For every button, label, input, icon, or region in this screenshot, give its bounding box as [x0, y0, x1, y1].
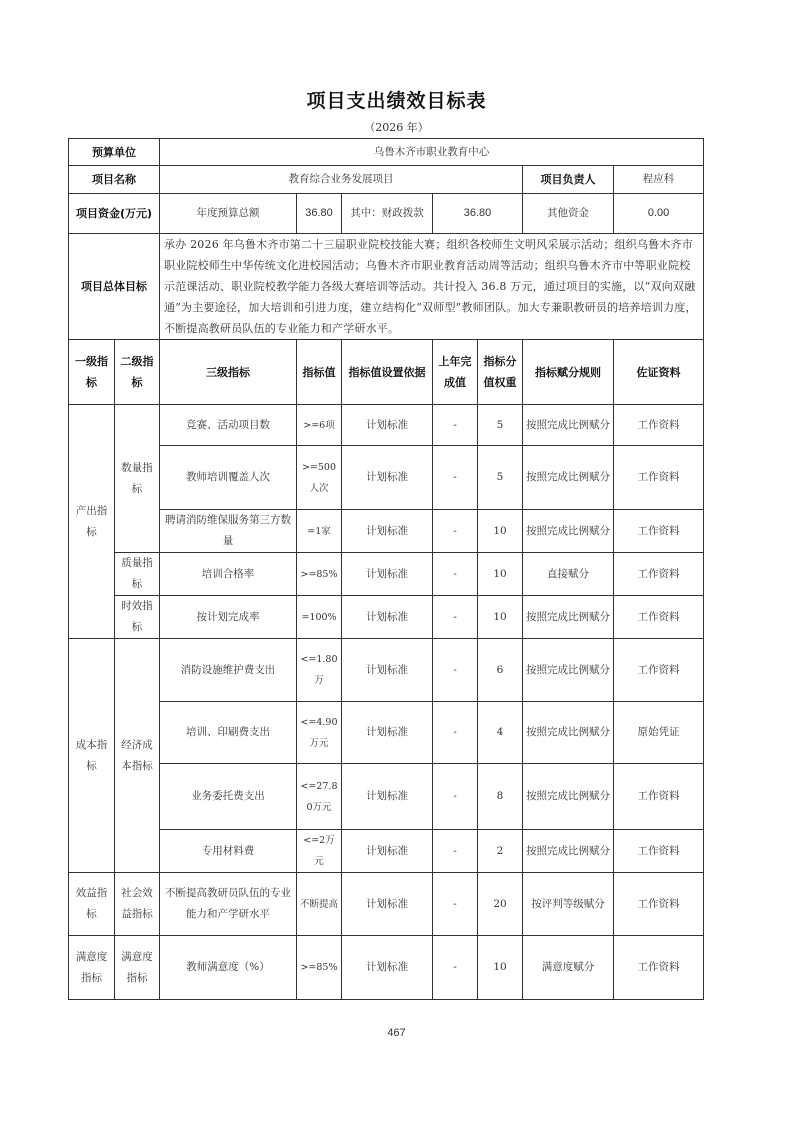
last-year-cell: -	[433, 553, 478, 596]
rule-cell: 按照完成比例赋分	[523, 764, 614, 830]
indicator-cell: 业务委托费支出	[160, 764, 297, 830]
last-year-cell: -	[433, 596, 478, 639]
weight-cell: 5	[478, 446, 523, 510]
funds-label: 项目资金(万元)	[69, 194, 160, 234]
table-row	[69, 596, 704, 639]
year-label: （2026 年）	[364, 121, 429, 134]
value-cell: >=85%	[297, 553, 342, 596]
value-cell: >=500人次	[297, 446, 342, 510]
group-quality: 质量指标	[115, 553, 160, 596]
value-cell: =1家	[297, 510, 342, 553]
indicator-cell: 竞赛、活动项目数	[160, 405, 297, 446]
last-year-cell: -	[433, 873, 478, 936]
evidence-cell: 工作资料	[614, 596, 704, 639]
rule-cell: 按评判等级赋分	[523, 873, 614, 936]
col-header-rule: 指标赋分规则	[523, 340, 614, 405]
evidence-cell: 工作资料	[614, 764, 704, 830]
evidence-cell: 原始凭证	[614, 702, 704, 764]
fiscal-value: 36.80	[433, 194, 523, 234]
evidence-cell: 工作资料	[614, 446, 704, 510]
value-cell: <=2万元	[297, 830, 342, 873]
basis-cell: 计划标准	[342, 446, 433, 510]
project-name-row	[69, 166, 704, 194]
table-row	[69, 702, 704, 764]
basis-cell: 计划标准	[342, 936, 433, 1000]
column-header-row	[69, 340, 704, 405]
weight-cell: 5	[478, 405, 523, 446]
last-year-cell: -	[433, 639, 478, 702]
budget-unit-row	[69, 139, 704, 166]
last-year-cell: -	[433, 446, 478, 510]
group-economic-cost: 经济成本指标	[115, 639, 160, 873]
group-output: 产出指标	[69, 405, 115, 639]
evidence-cell: 工作资料	[614, 639, 704, 702]
value-cell: =100%	[297, 596, 342, 639]
overall-goal-label: 项目总体目标	[69, 234, 160, 340]
group-benefit: 效益指标	[69, 873, 115, 936]
basis-cell: 计划标准	[342, 639, 433, 702]
last-year-cell: -	[433, 510, 478, 553]
group-timeliness: 时效指标	[115, 596, 160, 639]
indicator-cell: 培训合格率	[160, 553, 297, 596]
evidence-cell: 工作资料	[614, 405, 704, 446]
indicator-cell: 专用材料费	[160, 830, 297, 873]
table-row	[69, 639, 704, 702]
evidence-cell: 工作资料	[614, 873, 704, 936]
basis-cell: 计划标准	[342, 702, 433, 764]
basis-cell: 计划标准	[342, 553, 433, 596]
table-row	[69, 553, 704, 596]
col-header-level2: 二级指标	[115, 340, 160, 405]
weight-cell: 8	[478, 764, 523, 830]
annual-budget-value: 36.80	[297, 194, 342, 234]
value-cell: <=27.80万元	[297, 764, 342, 830]
rule-cell: 按照完成比例赋分	[523, 405, 614, 446]
table-row	[69, 510, 704, 553]
basis-cell: 计划标准	[342, 510, 433, 553]
indicator-cell: 培训、印刷费支出	[160, 702, 297, 764]
indicator-cell: 不断提高教研员队伍的专业能力和产学研水平	[160, 873, 297, 936]
group-social-benefit: 社会效益指标	[115, 873, 160, 936]
col-header-level1: 一级指标	[69, 340, 115, 405]
group-satisfaction: 满意度指标	[69, 936, 115, 1000]
project-owner-value: 程应科	[614, 166, 704, 194]
funds-row	[69, 194, 704, 234]
weight-cell: 10	[478, 596, 523, 639]
project-name-value: 教育综合业务发展项目	[160, 166, 523, 194]
value-cell: >=85%	[297, 936, 342, 1000]
table-row	[69, 764, 704, 830]
basis-cell: 计划标准	[342, 764, 433, 830]
rule-cell: 按照完成比例赋分	[523, 446, 614, 510]
basis-cell: 计划标准	[342, 873, 433, 936]
last-year-cell: -	[433, 830, 478, 873]
group-quantity: 数量指标	[115, 405, 160, 553]
col-header-evidence: 佐证资料	[614, 340, 704, 405]
table-row	[69, 873, 704, 936]
col-header-last-year: 上年完成值	[433, 340, 478, 405]
rule-cell: 按照完成比例赋分	[523, 596, 614, 639]
evidence-cell: 工作资料	[614, 553, 704, 596]
other-funds-label: 其他资金	[523, 194, 614, 234]
weight-cell: 4	[478, 702, 523, 764]
page-number: 467	[387, 1027, 406, 1039]
weight-cell: 20	[478, 873, 523, 936]
page-title: 项目支出绩效目标表	[306, 90, 487, 112]
table-row	[69, 446, 704, 510]
budget-unit-value: 乌鲁木齐市职业教育中心	[160, 139, 704, 166]
col-header-value: 指标值	[297, 340, 342, 405]
col-header-level3: 三级指标	[160, 340, 297, 405]
value-cell: >=6项	[297, 405, 342, 446]
indicator-cell: 教师培训覆盖人次	[160, 446, 297, 510]
last-year-cell: -	[433, 702, 478, 764]
weight-cell: 10	[478, 510, 523, 553]
value-cell: <=4.90万元	[297, 702, 342, 764]
rule-cell: 按照完成比例赋分	[523, 702, 614, 764]
fiscal-label: 其中：财政拨款	[342, 194, 433, 234]
indicator-cell: 聘请消防维保服务第三方数量	[160, 510, 297, 553]
indicator-cell: 消防设施维护费支出	[160, 639, 297, 702]
table-row	[69, 936, 704, 1000]
group-satisfaction-level2: 满意度指标	[115, 936, 160, 1000]
last-year-cell: -	[433, 405, 478, 446]
value-cell: <=1.80万	[297, 639, 342, 702]
last-year-cell: -	[433, 936, 478, 1000]
rule-cell: 直接赋分	[523, 553, 614, 596]
weight-cell: 2	[478, 830, 523, 873]
weight-cell: 10	[478, 553, 523, 596]
overall-goal-value: 承办 2026 年乌鲁木齐市第二十三届职业院校技能大赛；组织各校师生文明风采展示活动；组织乌鲁木齐市职业院校师生中华传统文化进校园活动；乌鲁木齐市职业教育活动周等活动；组织乌鲁木齐市中等职业院校示范课活动、职业院校教学能力各级大赛培训等活动。共计投入 36.8 万元，通过项目的实施，以“双向双融通”为主要途径，加大培训和引进力度，建立结构化“双师型”教师团队。加大专兼职教研员的培养培训力度，不断提高教研员队伍的专业能力和产学研水平。	[160, 234, 704, 340]
evidence-cell: 工作资料	[614, 830, 704, 873]
budget-unit-label: 预算单位	[69, 139, 160, 166]
rule-cell: 按照完成比例赋分	[523, 510, 614, 553]
annual-budget-label: 年度预算总额	[160, 194, 297, 234]
value-cell: 不断提高	[297, 873, 342, 936]
table-row	[69, 405, 704, 446]
rule-cell: 按照完成比例赋分	[523, 830, 614, 873]
weight-cell: 6	[478, 639, 523, 702]
indicator-cell: 按计划完成率	[160, 596, 297, 639]
basis-cell: 计划标准	[342, 405, 433, 446]
indicator-cell: 教师满意度（%）	[160, 936, 297, 1000]
group-cost: 成本指标	[69, 639, 115, 873]
table-row	[69, 830, 704, 873]
col-header-basis: 指标值设置依据	[342, 340, 433, 405]
overall-goal-row	[69, 234, 704, 340]
project-owner-label: 项目负责人	[523, 166, 614, 194]
basis-cell: 计划标准	[342, 830, 433, 873]
other-funds-value: 0.00	[614, 194, 704, 234]
evidence-cell: 工作资料	[614, 936, 704, 1000]
col-header-weight: 指标分值权重	[478, 340, 523, 405]
last-year-cell: -	[433, 764, 478, 830]
rule-cell: 满意度赋分	[523, 936, 614, 1000]
weight-cell: 10	[478, 936, 523, 1000]
project-name-label: 项目名称	[69, 166, 160, 194]
rule-cell: 按照完成比例赋分	[523, 639, 614, 702]
performance-target-table	[68, 138, 704, 1000]
basis-cell: 计划标准	[342, 596, 433, 639]
evidence-cell: 工作资料	[614, 510, 704, 553]
